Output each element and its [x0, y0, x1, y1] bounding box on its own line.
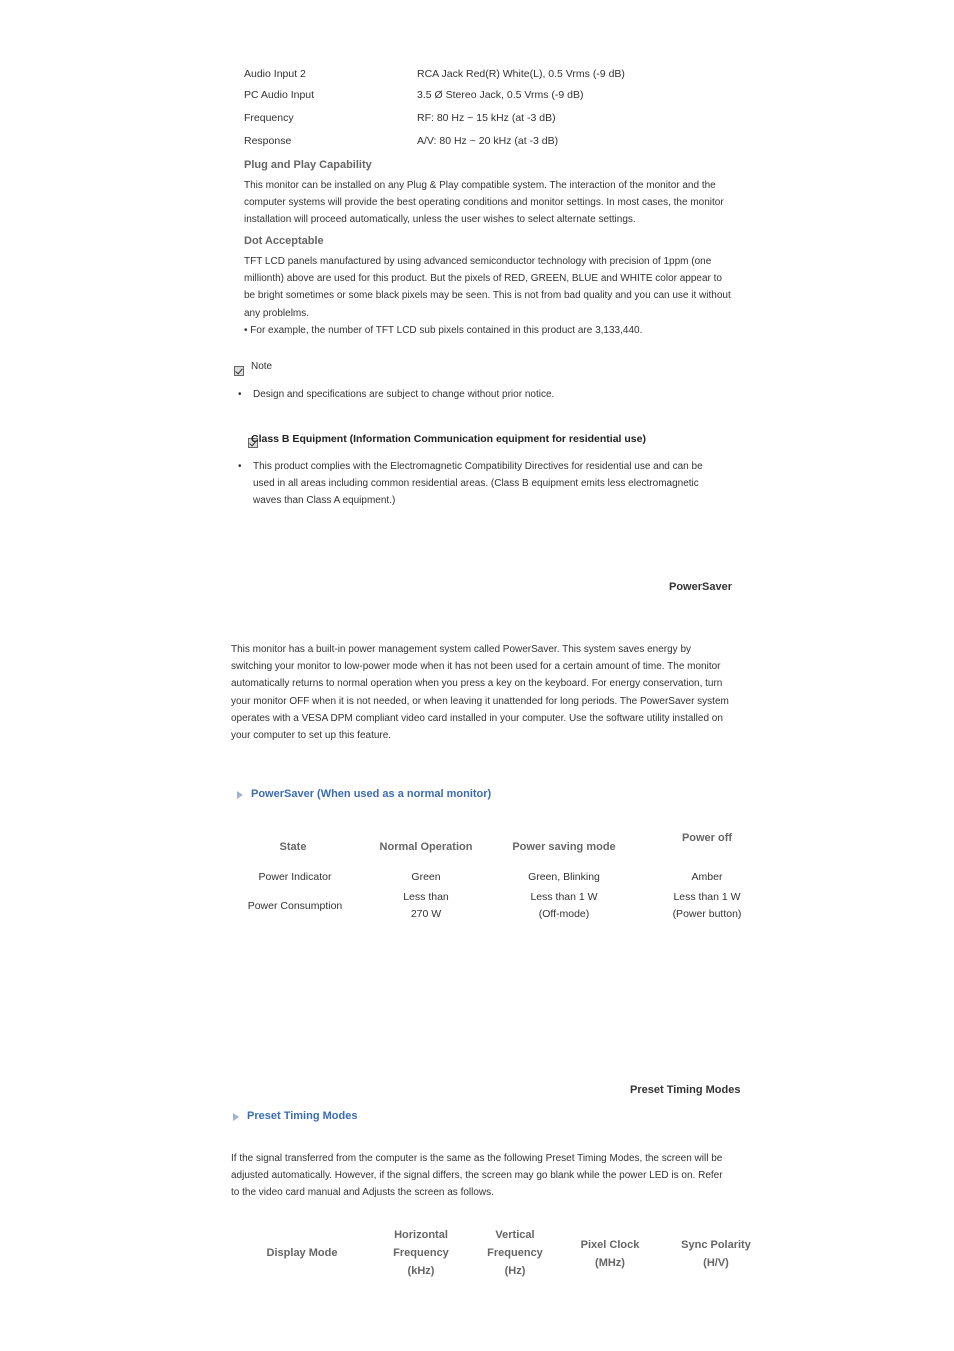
table-cell-green-blinking: Green, Blinking: [528, 871, 600, 883]
preset-paragraph: [231, 1150, 791, 1202]
powersaver-line: switching your monitor to low-power mode when it has not been used for a certain amount of time. The monitor: [231, 661, 721, 673]
note-check-icon: [234, 366, 244, 376]
note-bullet-text: Design and specifications are subject to change without prior notice.: [253, 389, 555, 400]
preset-line: If the signal transferred from the computer is the same as the following Preset Timing Modes, the screen will be: [231, 1153, 723, 1164]
plug-play-line: computer systems will provide the best operating conditions and monitor settings. In most cases, the monitor: [244, 197, 724, 209]
preset-line: adjusted automatically. However, if the signal differs, the screen may go blank while the power LED is on. Refer: [231, 1170, 723, 1182]
class-b-line: This product complies with the Electromagnetic Compatibility Directives for residential use and can be: [253, 461, 703, 472]
spec-value-frequency: RF: 80 Hz ~ 15 kHz (at -3 dB): [417, 112, 556, 124]
bullet-dot-icon: •: [238, 389, 242, 400]
table-header-normal-operation: Normal Operation: [379, 841, 473, 853]
table-cell-amber: Amber: [691, 871, 723, 883]
arrow-right-icon: [237, 791, 243, 799]
table-header-power-saving: Power saving mode: [512, 841, 616, 853]
spec-label-audio-input-2: Audio Input 2: [244, 68, 306, 80]
plug-play-heading: Plug and Play Capability: [244, 159, 372, 171]
spec-label-frequency: Frequency: [244, 112, 294, 124]
class-b-line: used in all areas including common residential areas. (Class B equipment emits less electromagnetic: [253, 478, 699, 490]
dot-acceptable-line: be bright sometimes or some black pixels may be seen. This is not from bad quality and you can use it without: [244, 290, 731, 302]
powersaver-line: This monitor has a built-in power management system called PowerSaver. This system saves energy by: [231, 644, 692, 655]
plug-play-line: This monitor can be installed on any Plug & Play compatible system. The interaction of the monitor and the: [244, 180, 716, 191]
table-cell-power-indicator: Power Indicator: [258, 871, 332, 883]
preset-subheading: Preset Timing Modes: [247, 1110, 358, 1122]
powersaver-line: automatically returns to normal operation when you press a key on the keyboard. For energy conservation, turn: [231, 678, 723, 690]
table-cell-saving-consumption: Less than 1 W (Off-mode): [530, 891, 598, 920]
spec-label-response: Response: [244, 135, 292, 147]
note-label: Note: [251, 361, 273, 372]
arrow-right-icon: [233, 1113, 239, 1121]
class-b-heading: Class B Equipment (Information Communication equipment for residential use): [251, 433, 646, 445]
dot-acceptable-paragraph: [244, 253, 784, 339]
preset-header-vertical-frequency: Vertical Frequency (Hz): [487, 1229, 543, 1277]
preset-section-title: Preset Timing Modes: [630, 1084, 741, 1096]
preset-header-pixel-clock: Pixel Clock (MHz): [580, 1239, 640, 1269]
powersaver-paragraph: [231, 641, 791, 744]
powersaver-line: your computer to set up this feature.: [231, 730, 392, 742]
table-header-state: State: [279, 841, 307, 853]
spec-value-response: A/V: 80 Hz ~ 20 kHz (at -3 dB): [417, 135, 559, 147]
spec-value-pc-audio-input: 3.5 Ø Stereo Jack, 0.5 Vrms (-9 dB): [417, 89, 584, 101]
class-b-paragraph: [253, 458, 773, 510]
powersaver-subheading: PowerSaver (When used as a normal monitor): [251, 788, 492, 800]
table-header-power-off: Power off: [681, 832, 733, 844]
powersaver-line: operates with a VESA DPM compliant video card installed in your computer. Use the software utility installed on: [231, 712, 723, 724]
spec-label-pc-audio-input: PC Audio Input: [244, 89, 315, 101]
powersaver-section-title: PowerSaver: [669, 581, 732, 593]
table-cell-off-consumption: Less than 1 W (Power button): [672, 891, 742, 920]
class-b-line: waves than Class A equipment.): [253, 495, 396, 507]
dot-acceptable-line: • For example, the number of TFT LCD sub pixels contained in this product are 3,133,440.: [244, 324, 643, 336]
powersaver-line: your monitor OFF when it is not needed, or when leaving it unattended for long periods. The PowerSaver system: [231, 695, 729, 707]
dot-acceptable-heading: Dot Acceptable: [244, 235, 324, 247]
plug-play-line: installation will proceed automatically, unless the user wishes to select alternate settings.: [244, 214, 636, 226]
bullet-dot-icon: •: [238, 461, 242, 472]
table-cell-power-consumption: Power Consumption: [247, 900, 343, 912]
spec-value-audio-input-2: RCA Jack Red(R) White(L), 0.5 Vrms (-9 dB): [417, 68, 625, 80]
preset-header-display-mode: Display Mode: [266, 1247, 338, 1259]
plug-play-paragraph: [244, 177, 784, 229]
dot-acceptable-line: TFT LCD panels manufactured by using advanced semiconductor technology with precision of 1ppm (one: [244, 256, 712, 267]
preset-header-sync-polarity: Sync Polarity (H/V): [681, 1239, 751, 1269]
dot-acceptable-line: any problelms.: [244, 307, 310, 319]
dot-acceptable-line: millionth) above are used for this product. But the pixels of RED, GREEN, BLUE and WHITE color appear to: [244, 273, 722, 285]
table-cell-normal-consumption: Less than 270 W: [403, 891, 449, 920]
preset-header-horizontal-frequency: Horizontal Frequency (kHz): [393, 1229, 449, 1277]
preset-line: to the video card manual and Adjusts the screen as follows.: [231, 1187, 494, 1199]
table-cell-green: Green: [411, 871, 441, 883]
